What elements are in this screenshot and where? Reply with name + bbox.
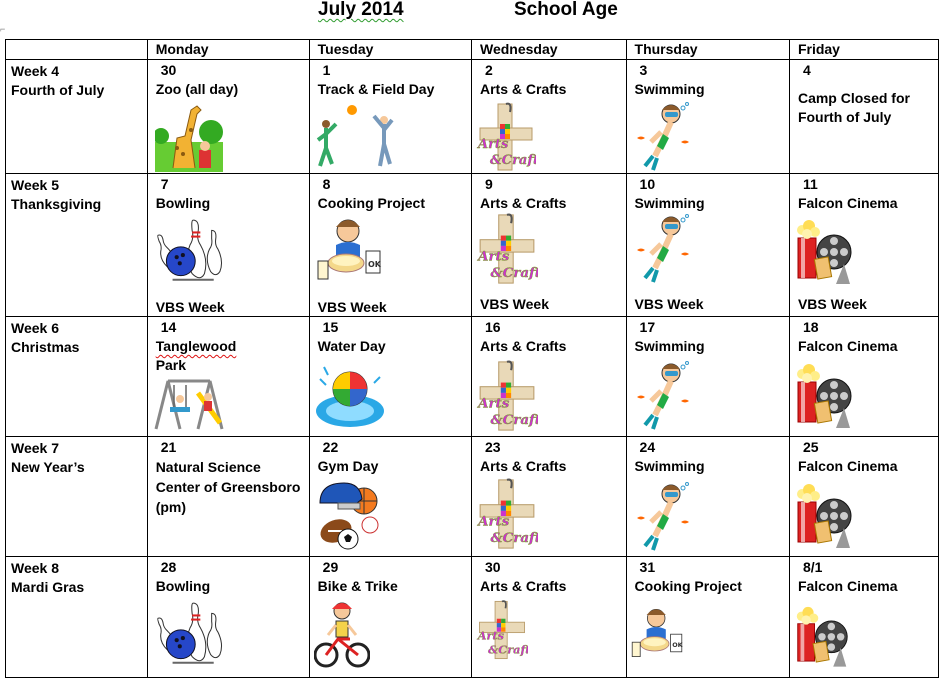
day-number: 1: [322, 62, 331, 78]
day-activity: Swimming: [634, 81, 705, 97]
col-header-friday: Friday: [789, 40, 938, 60]
day-number: 17: [639, 319, 656, 335]
tanglewood-word: Tanglewood: [155, 338, 237, 354]
swimmer-icon: [631, 214, 691, 284]
day-cell: [789, 557, 938, 678]
vbs-week-note: VBS Week: [480, 296, 549, 312]
week-row: [6, 557, 939, 678]
day-cell: [309, 317, 471, 437]
day-cell: [472, 317, 627, 437]
day-cell: [472, 437, 627, 557]
day-number: 8/1: [802, 559, 823, 575]
week-label-cell: [6, 60, 148, 174]
day-number: 16: [485, 319, 501, 335]
header-row: [6, 40, 939, 60]
day-cell: [626, 557, 789, 678]
day-cell: [626, 317, 789, 437]
day-number: 9: [485, 176, 493, 192]
day-cell: [309, 437, 471, 557]
day-number: 21: [160, 439, 177, 455]
day-number: 30: [160, 62, 177, 78]
day-number: 7: [160, 176, 169, 192]
day-activity: Swimming: [634, 338, 705, 354]
week-theme: Fourth of July: [11, 82, 105, 98]
sports-balls-icon: [314, 477, 380, 551]
vbs-week-note: VBS Week: [155, 299, 225, 315]
cinema-icon: [794, 357, 854, 429]
week-label: Week 6: [11, 320, 59, 336]
day-number: 4: [802, 62, 811, 78]
bowling-icon: [152, 216, 224, 288]
week-label-cell: [6, 317, 148, 437]
week-row: [6, 437, 939, 557]
cooking-icon: [629, 599, 685, 671]
margin-mark: ⌐: [0, 24, 6, 34]
day-cell: [472, 557, 627, 678]
col-header-tuesday: Tuesday: [309, 40, 471, 60]
day-activity: Bowling: [155, 195, 211, 211]
week-theme: Mardi Gras: [11, 579, 85, 595]
day-activity: Falcon Cinema: [797, 578, 898, 594]
day-cell: [789, 60, 938, 174]
day-number: 25: [802, 439, 819, 455]
day-number: 3: [639, 62, 648, 78]
week-theme: New Year’s: [11, 459, 85, 475]
vbs-week-note: VBS Week: [797, 296, 867, 312]
col-header-thursday: Thursday: [626, 40, 789, 60]
day-cell: [626, 60, 789, 174]
day-activity: Track & Field Day: [317, 81, 435, 97]
cinema-icon: [794, 477, 854, 549]
arts-crafts-icon: [476, 212, 538, 286]
day-activity: Falcon Cinema: [797, 338, 898, 354]
day-activity-line2: Park: [155, 357, 187, 373]
bike-icon: [314, 599, 370, 671]
day-number: 11: [802, 176, 818, 192]
swimmer-icon: [631, 361, 691, 431]
cinema-icon: [794, 599, 850, 669]
week-label: Week 8: [11, 560, 59, 576]
day-activity: Cooking Project: [634, 578, 742, 594]
day-number: 24: [639, 439, 656, 455]
day-number: 30: [485, 559, 501, 575]
day-cell: [147, 437, 309, 557]
day-activity: Cooking Project: [317, 195, 426, 211]
day-cell: [626, 437, 789, 557]
day-number: 10: [639, 176, 656, 192]
giraffe-zoo-icon: [155, 102, 223, 172]
day-activity: Bowling: [155, 578, 211, 594]
day-activity: Bike & Trike: [317, 578, 398, 594]
day-cell: [309, 174, 471, 317]
activity-calendar: [5, 39, 939, 678]
week-label: Week 7: [11, 440, 59, 456]
day-cell: [147, 174, 309, 317]
day-activity: [156, 337, 309, 356]
corner-header-cell: [6, 40, 148, 60]
col-header-wednesday: Wednesday: [472, 40, 627, 60]
day-cell: [309, 557, 471, 678]
day-activity: Zoo (all day): [155, 81, 239, 97]
week-label: Week 5: [11, 177, 59, 193]
week-label-cell: [6, 437, 148, 557]
vbs-week-note: VBS Week: [317, 299, 387, 315]
day-number: 18: [802, 319, 819, 335]
week-label-cell: [6, 174, 148, 317]
week-label: Week 4: [11, 63, 59, 79]
day-activity: Water Day: [317, 338, 386, 354]
day-activity: Falcon Cinema: [797, 195, 898, 211]
arts-crafts-icon: [476, 477, 538, 551]
day-activity: Swimming: [634, 458, 705, 474]
day-activity: Gym Day: [317, 458, 379, 474]
arts-crafts-icon: [476, 102, 536, 172]
day-cell: [472, 174, 627, 317]
day-activity: Arts & Crafts: [480, 578, 567, 594]
day-cell: [789, 437, 938, 557]
bowling-icon: [152, 599, 224, 671]
week-label-cell: [6, 557, 148, 678]
day-number: 14: [160, 319, 177, 335]
week-theme: Christmas: [11, 339, 80, 355]
day-cell: [789, 174, 938, 317]
day-number: 8: [322, 176, 331, 192]
week-row: [6, 317, 939, 437]
cooking-icon: [314, 216, 384, 288]
cinema-icon: [794, 214, 854, 284]
beach-ball-icon: [314, 359, 386, 431]
program-title: School Age: [514, 0, 618, 20]
day-activity: Falcon Cinema: [797, 458, 898, 474]
arts-crafts-icon: [476, 359, 538, 433]
day-number: 15: [322, 319, 339, 335]
kids-ball-icon: [314, 104, 398, 170]
week-row: [6, 60, 939, 174]
calendar-month-title: July 2014: [318, 0, 404, 20]
day-activity: Arts & Crafts: [480, 81, 567, 97]
day-number: 29: [322, 559, 339, 575]
day-number: 28: [160, 559, 177, 575]
day-activity: Swimming: [634, 195, 705, 211]
vbs-week-note: VBS Week: [634, 296, 704, 312]
col-header-monday: Monday: [147, 40, 309, 60]
day-activity: Camp Closed for Fourth of July: [797, 90, 910, 125]
day-number: 22: [322, 439, 339, 455]
day-cell: [309, 60, 471, 174]
swimmer-icon: [631, 481, 691, 553]
day-cell: [147, 557, 309, 678]
day-cell: [147, 60, 309, 174]
day-number: 23: [485, 439, 501, 455]
arts-crafts-icon: [476, 599, 528, 661]
day-number: 2: [485, 62, 493, 78]
week-theme: Thanksgiving: [11, 196, 102, 212]
day-cell: [147, 317, 309, 437]
swimmer-icon: [631, 102, 691, 172]
day-activity: Natural Science Center of Greensboro (pm): [155, 459, 301, 515]
day-activity: Arts & Crafts: [480, 458, 567, 474]
day-cell: [789, 317, 938, 437]
day-cell: [472, 60, 627, 174]
week-row: [6, 174, 939, 317]
playground-icon: [152, 375, 226, 431]
day-activity: Arts & Crafts: [480, 338, 567, 354]
day-cell: [626, 174, 789, 317]
day-number: 31: [639, 559, 656, 575]
day-activity: Arts & Crafts: [480, 195, 567, 211]
